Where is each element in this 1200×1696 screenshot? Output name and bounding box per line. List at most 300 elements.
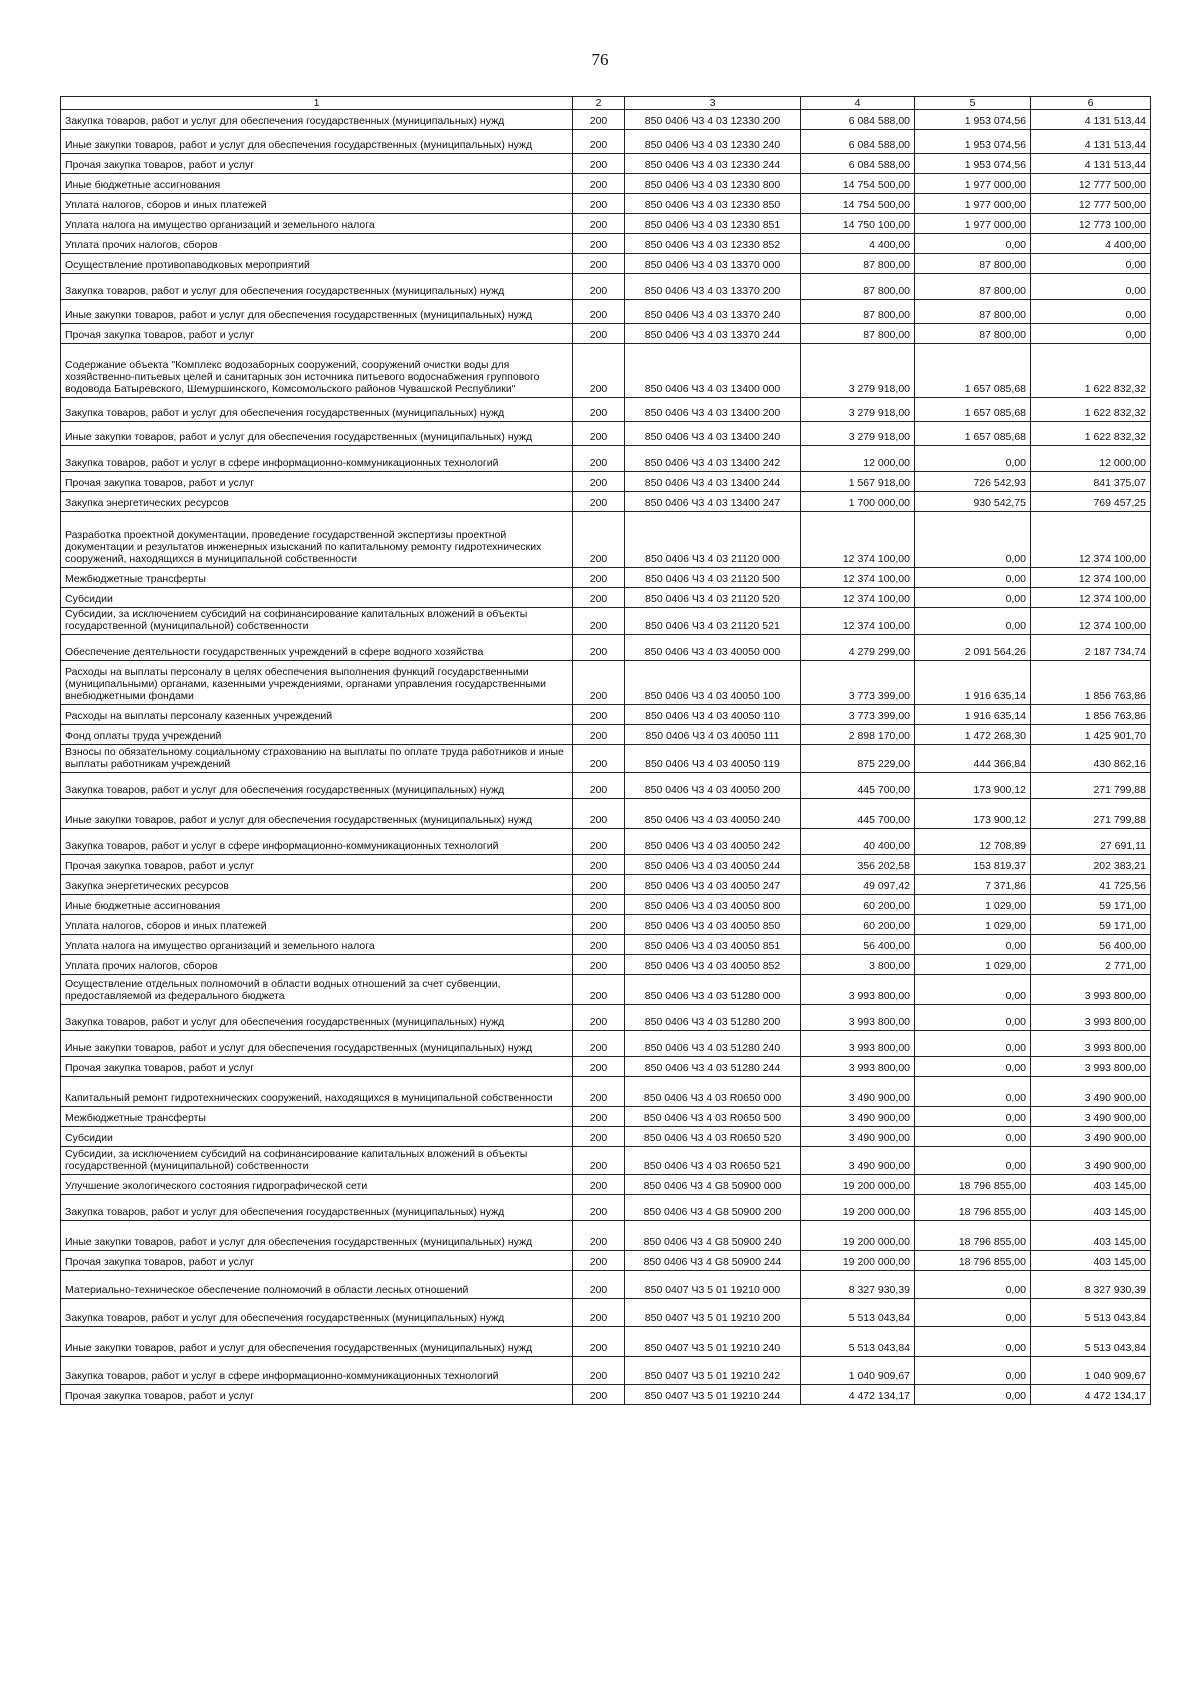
row-group: 200 — [573, 492, 625, 512]
row-value-4: 4 400,00 — [801, 234, 915, 254]
row-value-6: 202 383,21 — [1031, 855, 1151, 875]
row-value-6: 3 490 900,00 — [1031, 1077, 1151, 1107]
row-group: 200 — [573, 214, 625, 234]
table-row — [61, 1077, 1151, 1107]
row-name: Материально-техническое обеспечение полномочий в области лесных отношений — [61, 1271, 573, 1299]
row-value-6: 12 374 100,00 — [1031, 568, 1151, 588]
row-code: 850 0406 Ч3 4 03 13370 000 — [625, 254, 801, 274]
row-name: Прочая закупка товаров, работ и услуг — [61, 1251, 573, 1271]
row-value-6: 3 993 800,00 — [1031, 1057, 1151, 1077]
row-code: 850 0406 Ч3 4 03 21120 521 — [625, 608, 801, 635]
row-value-4: 3 773 399,00 — [801, 661, 915, 705]
row-code: 850 0406 Ч3 4 03 40050 100 — [625, 661, 801, 705]
row-value-4: 875 229,00 — [801, 745, 915, 773]
row-value-5: 1 916 635,14 — [915, 705, 1031, 725]
row-value-4: 3 490 900,00 — [801, 1077, 915, 1107]
row-value-6: 5 513 043,84 — [1031, 1327, 1151, 1357]
row-value-6: 0,00 — [1031, 254, 1151, 274]
row-name: Закупка энергетических ресурсов — [61, 875, 573, 895]
row-value-6: 769 457,25 — [1031, 492, 1151, 512]
row-value-5: 1 472 268,30 — [915, 725, 1031, 745]
row-name: Уплата налогов, сборов и иных платежей — [61, 915, 573, 935]
row-code: 850 0406 Ч3 4 03 13370 240 — [625, 300, 801, 324]
row-value-5: 0,00 — [915, 234, 1031, 254]
table-row — [61, 1107, 1151, 1127]
row-value-6: 4 472 134,17 — [1031, 1385, 1151, 1405]
row-value-5: 0,00 — [915, 1057, 1031, 1077]
row-group: 200 — [573, 1127, 625, 1147]
row-code: 850 0406 Ч3 4 03 13400 244 — [625, 472, 801, 492]
table-row — [61, 725, 1151, 745]
row-name: Иные бюджетные ассигнования — [61, 895, 573, 915]
row-value-6: 5 513 043,84 — [1031, 1299, 1151, 1327]
row-value-4: 4 472 134,17 — [801, 1385, 915, 1405]
row-value-5: 1 916 635,14 — [915, 661, 1031, 705]
row-value-4: 14 754 500,00 — [801, 174, 915, 194]
row-value-5: 0,00 — [915, 975, 1031, 1005]
row-value-6: 841 375,07 — [1031, 472, 1151, 492]
row-name: Прочая закупка товаров, работ и услуг — [61, 855, 573, 875]
row-code: 850 0406 Ч3 4 03 12330 852 — [625, 234, 801, 254]
table-row — [61, 661, 1151, 705]
row-value-5: 1 657 085,68 — [915, 422, 1031, 446]
table-row — [61, 422, 1151, 446]
row-group: 200 — [573, 1031, 625, 1057]
row-group: 200 — [573, 194, 625, 214]
row-group: 200 — [573, 1271, 625, 1299]
row-value-5: 2 091 564,26 — [915, 635, 1031, 661]
row-value-5: 1 029,00 — [915, 895, 1031, 915]
row-group: 200 — [573, 110, 625, 130]
row-code: 850 0406 Ч3 4 G8 50900 240 — [625, 1221, 801, 1251]
row-value-5: 0,00 — [915, 1031, 1031, 1057]
row-value-6: 1 856 763,86 — [1031, 661, 1151, 705]
row-group: 200 — [573, 773, 625, 799]
row-group: 200 — [573, 1005, 625, 1031]
row-group: 200 — [573, 1195, 625, 1221]
row-value-4: 12 374 100,00 — [801, 512, 915, 568]
row-group: 200 — [573, 234, 625, 254]
column-header: 5 — [915, 97, 1031, 110]
row-group: 200 — [573, 274, 625, 300]
row-value-5: 0,00 — [915, 1327, 1031, 1357]
row-value-4: 3 993 800,00 — [801, 975, 915, 1005]
table-row — [61, 799, 1151, 829]
row-value-4: 14 750 100,00 — [801, 214, 915, 234]
row-name: Субсидии — [61, 588, 573, 608]
row-value-5: 0,00 — [915, 568, 1031, 588]
row-code: 850 0406 Ч3 4 03 40050 800 — [625, 895, 801, 915]
row-name: Межбюджетные трансферты — [61, 1107, 573, 1127]
row-code: 850 0406 Ч3 4 03 40050 111 — [625, 725, 801, 745]
table-row — [61, 855, 1151, 875]
row-code: 850 0406 Ч3 4 03 51280 240 — [625, 1031, 801, 1057]
row-name: Субсидии — [61, 1127, 573, 1147]
row-value-4: 87 800,00 — [801, 300, 915, 324]
row-name: Уплата налога на имущество организаций и земельного налога — [61, 935, 573, 955]
row-group: 200 — [573, 895, 625, 915]
row-group: 200 — [573, 1299, 625, 1327]
row-group: 200 — [573, 1077, 625, 1107]
row-group: 200 — [573, 975, 625, 1005]
row-value-5: 1 953 074,56 — [915, 130, 1031, 154]
table-row — [61, 975, 1151, 1005]
row-value-5: 0,00 — [915, 1357, 1031, 1385]
row-group: 200 — [573, 935, 625, 955]
row-value-6: 4 131 513,44 — [1031, 154, 1151, 174]
table-body — [61, 110, 1151, 1405]
row-value-5: 0,00 — [915, 1127, 1031, 1147]
row-value-5: 87 800,00 — [915, 300, 1031, 324]
row-value-6: 1 622 832,32 — [1031, 344, 1151, 398]
row-code: 850 0406 Ч3 4 03 40050 110 — [625, 705, 801, 725]
row-value-4: 87 800,00 — [801, 274, 915, 300]
row-value-4: 3 993 800,00 — [801, 1005, 915, 1031]
table-row — [61, 194, 1151, 214]
row-code: 850 0406 Ч3 4 03 51280 200 — [625, 1005, 801, 1031]
table-row — [61, 174, 1151, 194]
row-value-4: 19 200 000,00 — [801, 1195, 915, 1221]
row-code: 850 0406 Ч3 4 03 12330 851 — [625, 214, 801, 234]
row-group: 200 — [573, 512, 625, 568]
row-group: 200 — [573, 174, 625, 194]
row-name: Закупка товаров, работ и услуг в сфере информационно-коммуникационных технологий — [61, 1357, 573, 1385]
row-value-4: 19 200 000,00 — [801, 1251, 915, 1271]
table-row — [61, 1357, 1151, 1385]
row-value-5: 930 542,75 — [915, 492, 1031, 512]
row-value-4: 3 993 800,00 — [801, 1031, 915, 1057]
row-value-4: 8 327 930,39 — [801, 1271, 915, 1299]
row-code: 850 0406 Ч3 4 03 12330 200 — [625, 110, 801, 130]
row-value-4: 14 754 500,00 — [801, 194, 915, 214]
row-name: Субсидии, за исключением субсидий на софинансирование капитальных вложений в объекты государственной (муниципальной) собственности — [61, 608, 573, 635]
row-code: 850 0406 Ч3 4 03 13400 247 — [625, 492, 801, 512]
row-code: 850 0407 Ч3 5 01 19210 244 — [625, 1385, 801, 1405]
table-row — [61, 773, 1151, 799]
row-name: Закупка товаров, работ и услуг для обеспечения государственных (муниципальных) нужд — [61, 1195, 573, 1221]
row-name: Закупка товаров, работ и услуг для обеспечения государственных (муниципальных) нужд — [61, 1005, 573, 1031]
row-code: 850 0406 Ч3 4 03 40050 850 — [625, 915, 801, 935]
row-value-4: 445 700,00 — [801, 773, 915, 799]
row-code: 850 0406 Ч3 4 03 40050 119 — [625, 745, 801, 773]
row-value-4: 1 567 918,00 — [801, 472, 915, 492]
row-code: 850 0406 Ч3 4 03 40050 247 — [625, 875, 801, 895]
row-value-5: 0,00 — [915, 446, 1031, 472]
row-code: 850 0406 Ч3 4 03 21120 000 — [625, 512, 801, 568]
table-row — [61, 1221, 1151, 1251]
row-value-6: 1 040 909,67 — [1031, 1357, 1151, 1385]
row-code: 850 0406 Ч3 4 03 12330 240 — [625, 130, 801, 154]
row-code: 850 0407 Ч3 5 01 19210 240 — [625, 1327, 801, 1357]
table-row — [61, 635, 1151, 661]
row-value-5: 18 796 855,00 — [915, 1221, 1031, 1251]
row-name: Иные закупки товаров, работ и услуг для обеспечения государственных (муниципальных) нужд — [61, 799, 573, 829]
table-row — [61, 705, 1151, 725]
row-code: 850 0406 Ч3 4 03 R0650 500 — [625, 1107, 801, 1127]
row-value-6: 12 777 500,00 — [1031, 174, 1151, 194]
row-value-6: 2 187 734,74 — [1031, 635, 1151, 661]
row-value-4: 87 800,00 — [801, 254, 915, 274]
row-group: 200 — [573, 1147, 625, 1175]
row-value-5: 7 371,86 — [915, 875, 1031, 895]
row-code: 850 0406 Ч3 4 03 40050 000 — [625, 635, 801, 661]
row-value-6: 0,00 — [1031, 274, 1151, 300]
row-name: Закупка энергетических ресурсов — [61, 492, 573, 512]
row-value-4: 12 374 100,00 — [801, 588, 915, 608]
row-value-5: 1 953 074,56 — [915, 110, 1031, 130]
table-row — [61, 568, 1151, 588]
row-code: 850 0406 Ч3 4 03 13400 242 — [625, 446, 801, 472]
row-group: 200 — [573, 472, 625, 492]
row-value-6: 12 777 500,00 — [1031, 194, 1151, 214]
row-value-6: 271 799,88 — [1031, 799, 1151, 829]
column-header: 6 — [1031, 97, 1151, 110]
row-group: 200 — [573, 588, 625, 608]
row-name: Закупка товаров, работ и услуг для обеспечения государственных (муниципальных) нужд — [61, 773, 573, 799]
table-row — [61, 1251, 1151, 1271]
row-code: 850 0406 Ч3 4 03 40050 240 — [625, 799, 801, 829]
row-name: Иные закупки товаров, работ и услуг для обеспечения государственных (муниципальных) нужд — [61, 130, 573, 154]
row-name: Прочая закупка товаров, работ и услуг — [61, 1057, 573, 1077]
table-row — [61, 588, 1151, 608]
row-code: 850 0406 Ч3 4 03 R0650 000 — [625, 1077, 801, 1107]
row-value-4: 60 200,00 — [801, 915, 915, 935]
row-value-5: 726 542,93 — [915, 472, 1031, 492]
row-value-5: 0,00 — [915, 935, 1031, 955]
row-value-4: 12 374 100,00 — [801, 568, 915, 588]
row-value-5: 173 900,12 — [915, 773, 1031, 799]
row-value-4: 60 200,00 — [801, 895, 915, 915]
table-row — [61, 1031, 1151, 1057]
row-code: 850 0406 Ч3 4 G8 50900 244 — [625, 1251, 801, 1271]
row-value-5: 18 796 855,00 — [915, 1175, 1031, 1195]
row-name: Осуществление отдельных полномочий в области водных отношений за счет субвенции, предоставляемой из федерального бюджета — [61, 975, 573, 1005]
row-value-6: 403 145,00 — [1031, 1251, 1151, 1271]
row-name: Субсидии, за исключением субсидий на софинансирование капитальных вложений в объекты государственной (муниципальной) собственности — [61, 1147, 573, 1175]
row-value-6: 27 691,11 — [1031, 829, 1151, 855]
row-value-4: 3 993 800,00 — [801, 1057, 915, 1077]
row-group: 200 — [573, 1221, 625, 1251]
row-value-4: 56 400,00 — [801, 935, 915, 955]
row-value-5: 0,00 — [915, 1299, 1031, 1327]
row-name: Содержание объекта "Комплекс водозаборных сооружений, сооружений очистки воды для хозяйственно-питьевых целей и санитарных зон источника питьевого водоснабжения группового водовода Батыревского, Шемуршинского, Комсомольского районов Чувашской Республики" — [61, 344, 573, 398]
row-value-4: 5 513 043,84 — [801, 1299, 915, 1327]
row-name: Закупка товаров, работ и услуг в сфере информационно-коммуникационных технологий — [61, 446, 573, 472]
row-group: 200 — [573, 1057, 625, 1077]
row-group: 200 — [573, 875, 625, 895]
row-group: 200 — [573, 300, 625, 324]
row-code: 850 0406 Ч3 4 03 21120 500 — [625, 568, 801, 588]
table-row — [61, 875, 1151, 895]
row-group: 200 — [573, 725, 625, 745]
row-group: 200 — [573, 398, 625, 422]
row-code: 850 0406 Ч3 4 03 51280 000 — [625, 975, 801, 1005]
row-code: 850 0406 Ч3 4 03 40050 851 — [625, 935, 801, 955]
row-value-6: 12 374 100,00 — [1031, 588, 1151, 608]
row-value-5: 0,00 — [915, 608, 1031, 635]
table-row — [61, 895, 1151, 915]
row-value-5: 1 657 085,68 — [915, 344, 1031, 398]
row-value-4: 3 490 900,00 — [801, 1127, 915, 1147]
row-value-6: 3 490 900,00 — [1031, 1147, 1151, 1175]
row-group: 200 — [573, 344, 625, 398]
row-code: 850 0407 Ч3 5 01 19210 000 — [625, 1271, 801, 1299]
row-group: 200 — [573, 855, 625, 875]
row-value-6: 0,00 — [1031, 300, 1151, 324]
row-value-4: 6 084 588,00 — [801, 130, 915, 154]
row-value-5: 173 900,12 — [915, 799, 1031, 829]
row-name: Иные закупки товаров, работ и услуг для обеспечения государственных (муниципальных) нужд — [61, 1327, 573, 1357]
row-value-6: 1 622 832,32 — [1031, 422, 1151, 446]
table-row — [61, 446, 1151, 472]
row-group: 200 — [573, 254, 625, 274]
table-row — [61, 1385, 1151, 1405]
row-name: Иные закупки товаров, работ и услуг для обеспечения государственных (муниципальных) нужд — [61, 300, 573, 324]
table-row — [61, 955, 1151, 975]
row-value-6: 430 862,16 — [1031, 745, 1151, 773]
table-row — [61, 1327, 1151, 1357]
row-value-4: 3 490 900,00 — [801, 1107, 915, 1127]
table-row — [61, 935, 1151, 955]
row-value-6: 403 145,00 — [1031, 1195, 1151, 1221]
table-row — [61, 1271, 1151, 1299]
row-value-6: 41 725,56 — [1031, 875, 1151, 895]
row-value-6: 59 171,00 — [1031, 915, 1151, 935]
row-name: Осуществление противопаводковых мероприятий — [61, 254, 573, 274]
row-group: 200 — [573, 154, 625, 174]
table-row — [61, 300, 1151, 324]
row-value-5: 1 029,00 — [915, 955, 1031, 975]
row-name: Фонд оплаты труда учреждений — [61, 725, 573, 745]
row-value-5: 1 953 074,56 — [915, 154, 1031, 174]
row-group: 200 — [573, 635, 625, 661]
column-header: 3 — [625, 97, 801, 110]
row-name: Уплата налога на имущество организаций и земельного налога — [61, 214, 573, 234]
row-code: 850 0406 Ч3 4 03 13370 244 — [625, 324, 801, 344]
row-value-4: 12 000,00 — [801, 446, 915, 472]
row-name: Закупка товаров, работ и услуг для обеспечения государственных (муниципальных) нужд — [61, 110, 573, 130]
row-name: Иные закупки товаров, работ и услуг для обеспечения государственных (муниципальных) нужд — [61, 422, 573, 446]
row-name: Взносы по обязательному социальному страхованию на выплаты по оплате труда работников и иные выплаты работникам учреждений — [61, 745, 573, 773]
table-row — [61, 472, 1151, 492]
row-value-4: 49 097,42 — [801, 875, 915, 895]
row-value-5: 1 977 000,00 — [915, 194, 1031, 214]
row-value-4: 1 700 000,00 — [801, 492, 915, 512]
row-name: Иные бюджетные ассигнования — [61, 174, 573, 194]
row-group: 200 — [573, 446, 625, 472]
row-value-4: 40 400,00 — [801, 829, 915, 855]
row-name: Иные закупки товаров, работ и услуг для обеспечения государственных (муниципальных) нужд — [61, 1221, 573, 1251]
table-row — [61, 1057, 1151, 1077]
row-code: 850 0406 Ч3 4 03 13400 200 — [625, 398, 801, 422]
row-code: 850 0406 Ч3 4 03 R0650 521 — [625, 1147, 801, 1175]
row-value-5: 18 796 855,00 — [915, 1195, 1031, 1221]
row-group: 200 — [573, 745, 625, 773]
row-value-5: 0,00 — [915, 1385, 1031, 1405]
row-value-4: 4 279 299,00 — [801, 635, 915, 661]
row-name: Иные закупки товаров, работ и услуг для обеспечения государственных (муниципальных) нужд — [61, 1031, 573, 1057]
row-value-5: 0,00 — [915, 588, 1031, 608]
column-header: 4 — [801, 97, 915, 110]
row-value-6: 8 327 930,39 — [1031, 1271, 1151, 1299]
row-code: 850 0406 Ч3 4 03 13400 240 — [625, 422, 801, 446]
row-group: 200 — [573, 568, 625, 588]
table-row — [61, 324, 1151, 344]
row-value-6: 4 131 513,44 — [1031, 130, 1151, 154]
budget-table — [60, 96, 1151, 1405]
row-code: 850 0406 Ч3 4 03 21120 520 — [625, 588, 801, 608]
table-row — [61, 1299, 1151, 1327]
header-row — [61, 97, 1151, 110]
row-name: Закупка товаров, работ и услуг для обеспечения государственных (муниципальных) нужд — [61, 274, 573, 300]
row-value-6: 3 993 800,00 — [1031, 975, 1151, 1005]
row-value-4: 19 200 000,00 — [801, 1221, 915, 1251]
row-value-5: 1 977 000,00 — [915, 214, 1031, 234]
row-code: 850 0406 Ч3 4 03 40050 242 — [625, 829, 801, 855]
row-value-5: 444 366,84 — [915, 745, 1031, 773]
row-value-6: 3 993 800,00 — [1031, 1005, 1151, 1031]
row-value-5: 87 800,00 — [915, 324, 1031, 344]
row-code: 850 0406 Ч3 4 03 12330 850 — [625, 194, 801, 214]
row-code: 850 0407 Ч3 5 01 19210 200 — [625, 1299, 801, 1327]
row-value-5: 0,00 — [915, 512, 1031, 568]
row-value-6: 1 856 763,86 — [1031, 705, 1151, 725]
row-value-5: 1 657 085,68 — [915, 398, 1031, 422]
row-code: 850 0406 Ч3 4 03 40050 244 — [625, 855, 801, 875]
row-code: 850 0406 Ч3 4 03 13400 000 — [625, 344, 801, 398]
row-value-4: 356 202,58 — [801, 855, 915, 875]
row-value-5: 0,00 — [915, 1147, 1031, 1175]
row-value-5: 1 977 000,00 — [915, 174, 1031, 194]
table-row — [61, 398, 1151, 422]
row-value-4: 5 513 043,84 — [801, 1327, 915, 1357]
table-row — [61, 1195, 1151, 1221]
row-value-5: 0,00 — [915, 1005, 1031, 1031]
row-code: 850 0406 Ч3 4 03 13370 200 — [625, 274, 801, 300]
row-code: 850 0406 Ч3 4 03 40050 852 — [625, 955, 801, 975]
table-row — [61, 234, 1151, 254]
row-value-4: 19 200 000,00 — [801, 1175, 915, 1195]
table-row — [61, 154, 1151, 174]
row-name: Капитальный ремонт гидротехнических сооружений, находящихся в муниципальной собственности — [61, 1077, 573, 1107]
row-value-6: 271 799,88 — [1031, 773, 1151, 799]
row-value-4: 6 084 588,00 — [801, 110, 915, 130]
row-name: Уплата налогов, сборов и иных платежей — [61, 194, 573, 214]
row-code: 850 0407 Ч3 5 01 19210 242 — [625, 1357, 801, 1385]
row-value-6: 12 374 100,00 — [1031, 608, 1151, 635]
row-name: Закупка товаров, работ и услуг в сфере информационно-коммуникационных технологий — [61, 829, 573, 855]
row-value-4: 3 773 399,00 — [801, 705, 915, 725]
row-group: 200 — [573, 324, 625, 344]
row-value-6: 403 145,00 — [1031, 1175, 1151, 1195]
row-value-6: 4 131 513,44 — [1031, 110, 1151, 130]
row-code: 850 0406 Ч3 4 G8 50900 000 — [625, 1175, 801, 1195]
row-name: Обеспечение деятельности государственных учреждений в сфере водного хозяйства — [61, 635, 573, 661]
table-row — [61, 1175, 1151, 1195]
row-name: Расходы на выплаты персоналу казенных учреждений — [61, 705, 573, 725]
row-group: 200 — [573, 608, 625, 635]
row-value-5: 18 796 855,00 — [915, 1251, 1031, 1271]
row-value-4: 3 800,00 — [801, 955, 915, 975]
row-value-5: 0,00 — [915, 1077, 1031, 1107]
row-name: Уплата прочих налогов, сборов — [61, 955, 573, 975]
row-group: 200 — [573, 1385, 625, 1405]
row-value-5: 153 819,37 — [915, 855, 1031, 875]
row-value-4: 3 490 900,00 — [801, 1147, 915, 1175]
row-group: 200 — [573, 955, 625, 975]
row-name: Расходы на выплаты персоналу в целях обеспечения выполнения функций государственными (муниципальными) органами, казенными учреждениями, органами управления государственными внебюджетными фондами — [61, 661, 573, 705]
table-row — [61, 512, 1151, 568]
